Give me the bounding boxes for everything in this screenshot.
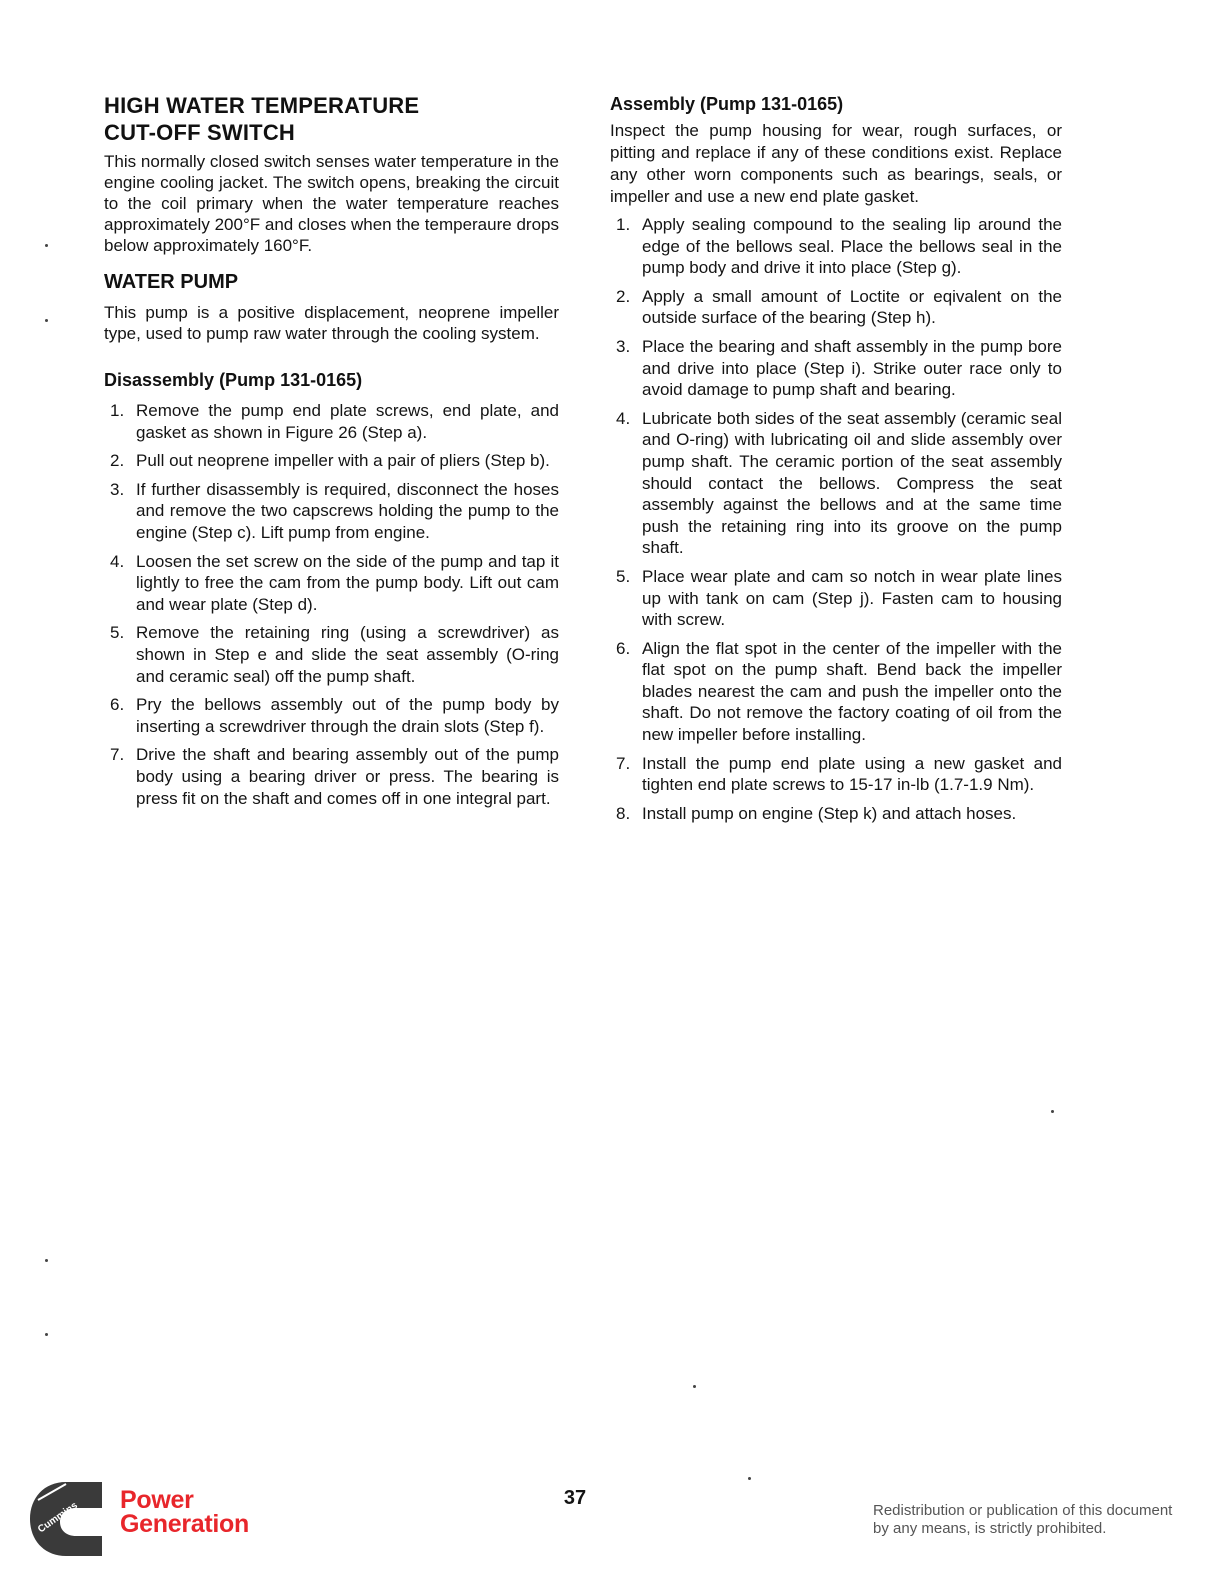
assembly-heading: Assembly (Pump 131-0165) xyxy=(610,94,844,114)
step-number: 5. xyxy=(616,566,631,586)
list-item xyxy=(104,551,559,616)
logo-text: Cummins xyxy=(36,1500,80,1536)
left-column xyxy=(104,92,559,816)
step-text: Apply sealing compound to the sealing lip around the edge of the bellows seal. Place the bellows seal in the pump body and drive it into place (Step g). xyxy=(642,215,1062,278)
cummins-logo-icon xyxy=(26,1478,106,1560)
switch-heading-line1: HIGH WATER TEMPERATURE xyxy=(104,93,420,118)
step-number: 1. xyxy=(110,401,125,420)
list-item xyxy=(104,694,559,737)
disassembly-steps xyxy=(104,400,559,809)
list-item xyxy=(104,450,559,472)
step-text: Loosen the set screw on the side of the pump and tap it lightly to free the cam from the pump body. Lift out cam and wear plate (Step d). xyxy=(136,551,559,614)
step-text: If further disassembly is required, disconnect the hoses and remove the two capscrews holding the pump to the engine (Step c). Lift pump from engine. xyxy=(136,479,559,542)
list-item xyxy=(104,744,559,809)
step-number: 2. xyxy=(110,451,125,471)
list-item xyxy=(610,566,1062,631)
step-number: 3. xyxy=(616,336,631,356)
step-number: 3. xyxy=(110,479,125,499)
list-item xyxy=(610,408,1062,559)
step-text: Remove the retaining ring (using a screwdriver) as shown in Step e and slide the seat assembly (O-ring and ceramic seal) off the pump shaft. xyxy=(136,623,559,686)
page-number: 37 xyxy=(563,1487,587,1509)
step-number: 4. xyxy=(616,408,631,428)
list-item xyxy=(610,336,1062,401)
step-text: Install pump on engine (Step k) and attach hoses. xyxy=(642,803,1017,823)
scan-speck xyxy=(1051,1110,1054,1113)
list-item xyxy=(104,479,559,544)
scan-speck xyxy=(45,319,48,322)
brand-line2: Generation xyxy=(120,1510,249,1538)
step-text: Place the bearing and shaft assembly in the pump bore and drive into place (Step i). Strike outer race only to avoid damage to pump shaft and bearing. xyxy=(642,336,1062,400)
step-number: 5. xyxy=(110,623,125,643)
step-number: 8. xyxy=(616,803,631,823)
step-text: Install the pump end plate using a new gasket and tighten end plate screws to 15-17 in-lb (1.7-1.9 Nm). xyxy=(642,753,1062,795)
notice-line2: by any means, is strictly prohibited. xyxy=(873,1520,1107,1537)
assembly-steps xyxy=(610,214,1062,824)
list-item xyxy=(104,400,559,443)
switch-text: This normally closed switch senses water temperature in the engine cooling jacket. The switch opens, breaking the circuit to the coil primary when the water temperature reaches approximately 200°F and closes when the temperaure drops below approximately 160°F. xyxy=(104,152,559,255)
step-number: 2. xyxy=(616,286,631,306)
scan-speck xyxy=(45,1333,48,1336)
scan-speck xyxy=(45,1259,48,1262)
step-number: 4. xyxy=(110,551,125,571)
switch-heading xyxy=(104,92,559,146)
list-item xyxy=(104,622,559,687)
step-text: Pry the bellows assembly out of the pump body by inserting a screwdriver through the drain slots (Step f). xyxy=(136,695,559,736)
assembly-intro: Inspect the pump housing for wear, rough surfaces, or pitting and replace if any of these conditions exist. Replace any other worn components such as bearings, seals, or impeller and use a new end plate gasket. xyxy=(610,121,1062,206)
pump-text: This pump is a positive displacement, neoprene impeller type, used to pump raw water through the cooling system. xyxy=(104,303,559,343)
step-text: Drive the shaft and bearing assembly out of the pump body using a bearing driver or press. The bearing is press fit on the shaft and comes off in one integral part. xyxy=(136,745,559,808)
step-number: 6. xyxy=(110,695,125,715)
step-text: Place wear plate and cam so notch in wear plate lines up with tank on cam (Step j). Fasten cam to housing with screw. xyxy=(642,566,1062,630)
step-number: 7. xyxy=(616,753,631,773)
pump-heading: WATER PUMP xyxy=(104,271,239,293)
step-number: 7. xyxy=(110,745,125,765)
step-text: Lubricate both sides of the seat assembly (ceramic seal and O-ring) with lubricating oil and slide assembly over pump shaft. The ceramic portion of the seat assembly should contact the bellows. Compress the seat assembly against the bellows and at the same time push the retaining ring into its groove on the pump shaft. xyxy=(642,408,1062,558)
right-column xyxy=(610,92,1062,831)
notice-line1: Redistribution or publication of this document xyxy=(873,1502,1173,1519)
list-item xyxy=(610,638,1062,746)
step-text: Pull out neoprene impeller with a pair of pliers (Step b). xyxy=(136,451,550,471)
list-item xyxy=(610,803,1062,825)
scan-speck xyxy=(45,244,48,247)
step-number: 1. xyxy=(616,215,631,234)
scan-speck xyxy=(693,1385,696,1388)
list-item xyxy=(610,286,1062,329)
switch-heading-line2: CUT-OFF SWITCH xyxy=(104,120,295,145)
brand-line1: Power xyxy=(120,1486,194,1514)
list-item xyxy=(610,753,1062,796)
step-number: 6. xyxy=(616,638,631,658)
list-item xyxy=(610,214,1062,279)
step-text: Align the flat spot in the center of the impeller with the flat spot on the pump shaft. Bend back the impeller blades nearest the cam and push the impeller onto the shaft. Do not remove the factory coating of oil from the new impeller before installing. xyxy=(642,638,1062,745)
step-text: Apply a small amount of Loctite or eqivalent on the outside surface of the bearing (Step h). xyxy=(642,286,1062,328)
step-text: Remove the pump end plate screws, end plate, and gasket as shown in Figure 26 (Step a). xyxy=(136,401,559,442)
redistribution-notice xyxy=(873,1502,1203,1538)
disassembly-heading: Disassembly (Pump 131-0165) xyxy=(104,370,363,390)
brand-name xyxy=(120,1488,249,1536)
scan-speck xyxy=(748,1477,751,1480)
